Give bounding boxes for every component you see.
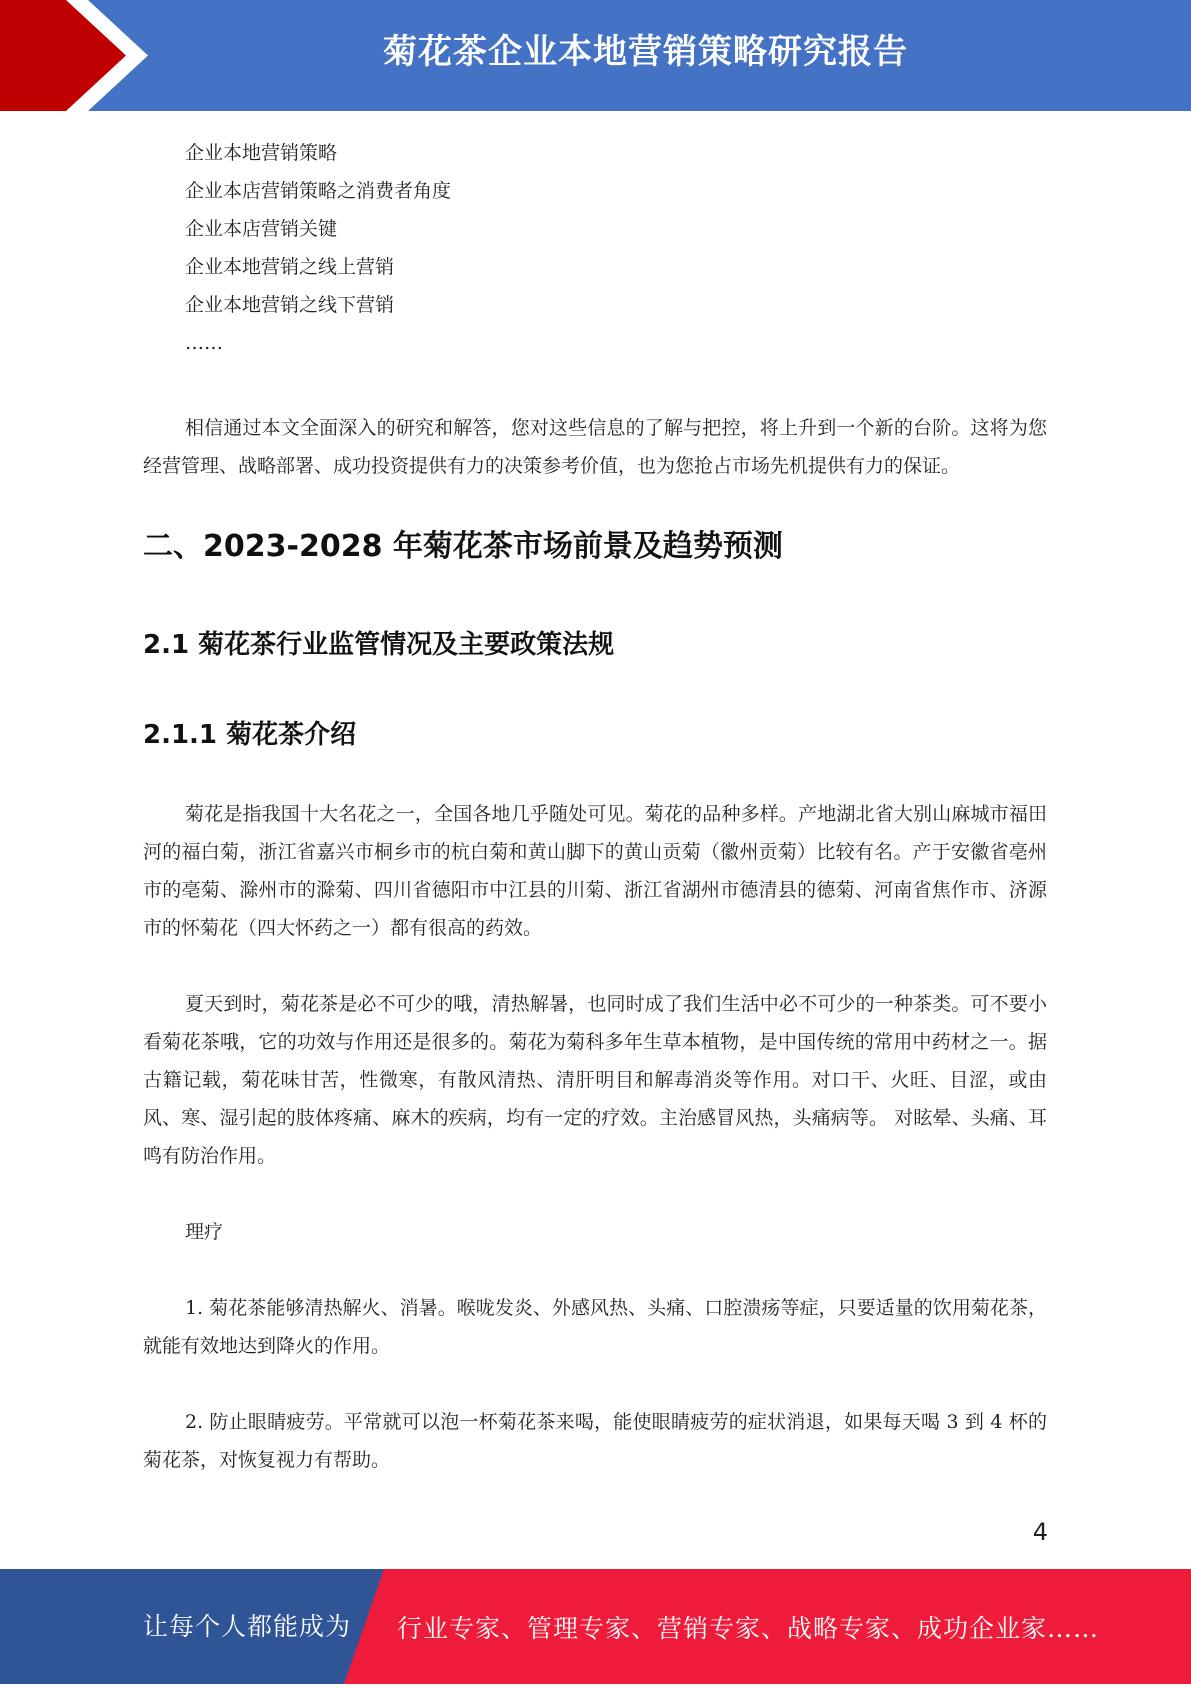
toc-item: 企业本地营销之线下营销	[185, 294, 395, 316]
body-paragraph: 1. 菊花茶能够清热解火、消暑。喉咙发炎、外感风热、头痛、口腔溃疡等症，只要适量的饮用菊花茶，就能有效地达到降火的作用。	[143, 1297, 1047, 1357]
subsubsection-heading: 2.1.1 菊花茶介绍	[143, 720, 357, 750]
section-heading: 二、2023-2028 年菊花茶市场前景及趋势预测	[143, 529, 783, 564]
page-footer	[0, 1569, 1191, 1684]
report-title: 菊花茶企业本地营销策略研究报告	[383, 32, 908, 72]
header-arrow-decoration	[0, 0, 160, 111]
footer-slogan-left: 让每个人都能成为	[143, 1612, 352, 1641]
toc-item: 企业本店营销关键	[185, 218, 338, 240]
footer-slogan-right: 行业专家、管理专家、营销专家、战略专家、成功企业家……	[397, 1614, 1100, 1643]
intro-paragraph: 相信通过本文全面深入的研究和解答，您对这些信息的了解与把控，将上升到一个新的台阶。这将为您经营管理、战略部署、成功投资提供有力的决策参考价值，也为您抢占市场先机提供有力的保证。	[143, 417, 1047, 477]
page-header	[0, 0, 1191, 111]
subsection-heading: 2.1 菊花茶行业监管情况及主要政策法规	[143, 630, 615, 660]
page-content	[143, 134, 1047, 1479]
toc-item: 企业本地营销之线上营销	[185, 256, 395, 278]
toc-item: 企业本地营销策略	[185, 142, 338, 164]
body-paragraph: 菊花是指我国十大名花之一，全国各地几乎随处可见。菊花的品种多样。产地湖北省大别山麻城市福田河的福白菊，浙江省嘉兴市桐乡市的杭白菊和黄山脚下的黄山贡菊（徽州贡菊）比较有名。产于安徽省亳州市的亳菊、滁州市的滁菊、四川省德阳市中江县的川菊、浙江省湖州市德清县的德菊、河南省焦作市、济源市的怀菊花（四大怀药之一）都有很高的药效。	[143, 803, 1047, 939]
toc-item: 企业本店营销策略之消费者角度	[185, 180, 452, 202]
page-number: 4	[1032, 1518, 1048, 1546]
body-paragraph: 理疗	[185, 1221, 224, 1243]
toc-list	[143, 134, 1047, 362]
toc-item: ……	[185, 332, 223, 354]
body-paragraph: 夏天到时，菊花茶是必不可少的哦，清热解暑，也同时成了我们生活中必不可少的一种茶类。可不要小看菊花茶哦，它的功效与作用还是很多的。菊花为菊科多年生草本植物，是中国传统的常用中药材之一。据古籍记载，菊花味甘苦，性微寒，有散风清热、清肝明目和解毒消炎等作用。对口干、火旺、目涩，或由风、寒、湿引起的肢体疼痛、麻木的疾病，均有一定的疗效。主治感冒风热，头痛病等。 对眩晕、头痛、耳鸣有防治作用。	[143, 993, 1047, 1167]
body-paragraph: 2. 防止眼睛疲劳。平常就可以泡一杯菊花茶来喝，能使眼睛疲劳的症状消退，如果每天喝 3 到 4 杯的菊花茶，对恢复视力有帮助。	[143, 1411, 1047, 1471]
